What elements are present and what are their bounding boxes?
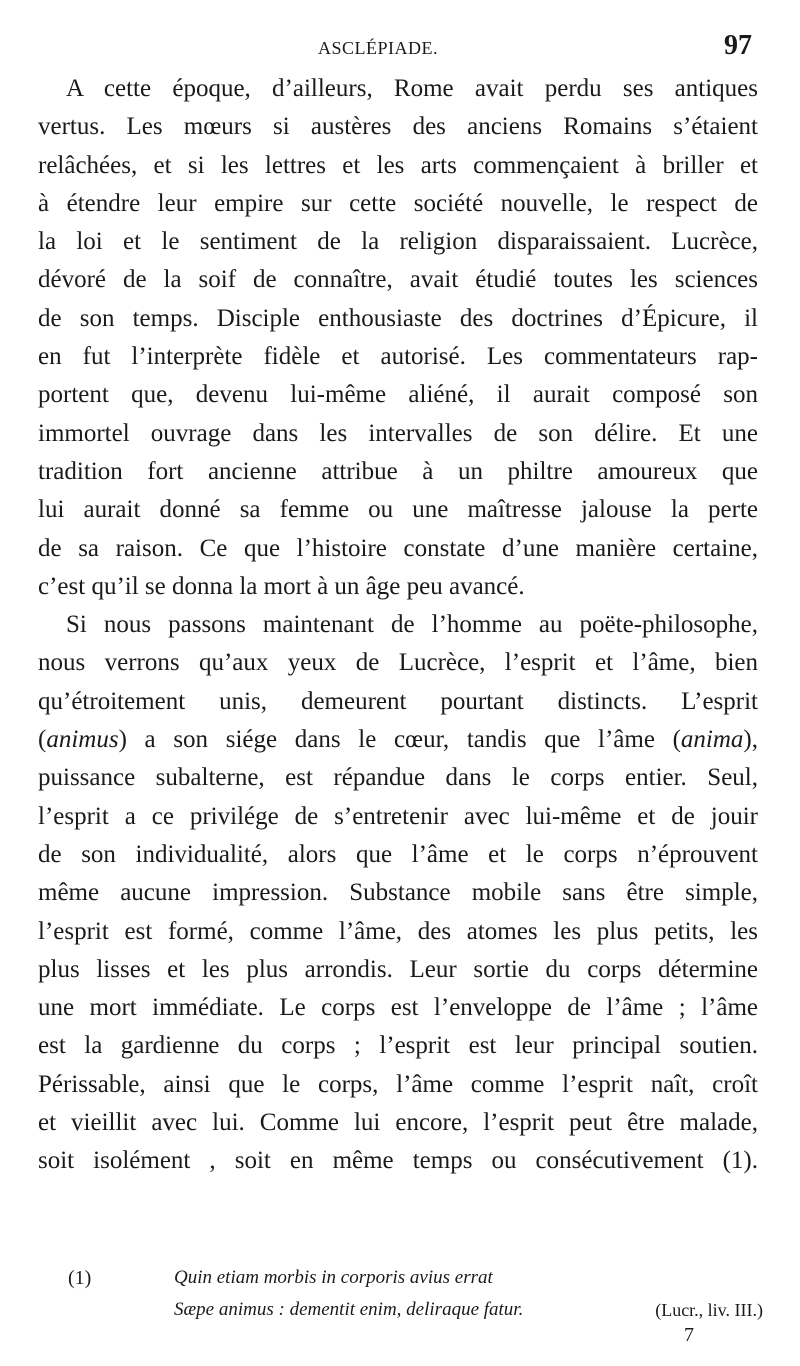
- footnote: [38, 1262, 763, 1326]
- text-line: relâchées, et si les lettres et les arts commençaient à briller et: [38, 151, 758, 179]
- footnote-citation: (Lucr., liv. III.): [655, 1300, 763, 1320]
- text-line: l’esprit a ce privilége de s’entretenir avec lui-même et de jouir: [38, 802, 758, 830]
- text-line: tradition fort ancienne attribue à un philtre amoureux que: [38, 457, 758, 485]
- footnote-marker: (1): [68, 1267, 92, 1289]
- text-line: la loi et le sentiment de la religion disparaissaient. Lucrèce,: [38, 228, 758, 256]
- text-line: qu’étroitement unis, demeurent pourtant distincts. L’esprit: [38, 687, 758, 715]
- text-line: lui aurait donné sa femme ou une maîtresse jalouse la perte: [38, 496, 758, 524]
- text-line: immortel ouvrage dans les intervalles de son délire. Et une: [38, 419, 758, 447]
- text-line: plus lisses et les plus arrondis. Leur sortie du corps détermine: [38, 955, 758, 983]
- footnote-line: [38, 1294, 763, 1326]
- text-line: de son temps. Disciple enthousiaste des doctrines d’Épicure, il: [38, 304, 758, 332]
- text-line: une mort immédiate. Le corps est l’enveloppe de l’âme ; l’âme: [38, 994, 758, 1022]
- text-line: à étendre leur empire sur cette société nouvelle, le respect de: [38, 189, 758, 217]
- text-line: c’est qu’il se donna la mort à un âge peu avancé.: [38, 572, 525, 600]
- footnote-line: [38, 1262, 763, 1294]
- text-line-with-italics: (animus) a son siége dans le cœur, tandis que l’âme (anima),: [38, 726, 758, 754]
- text-line: portent que, devenu lui-même aliéné, il aurait composé son: [38, 381, 758, 409]
- latin-term-anima: anima: [680, 726, 744, 754]
- latin-term-animus: animus: [46, 726, 119, 754]
- text-line: est la gardienne du corps ; l’esprit est leur principal soutien.: [38, 1032, 758, 1060]
- text-line: nous verrons qu’aux yeux de Lucrèce, l’esprit et l’âme, bien: [38, 649, 758, 677]
- body-text: [38, 70, 758, 1181]
- text-line: de son individualité, alors que l’âme et le corps n’éprouvent: [38, 840, 758, 868]
- text-line: Périssable, ainsi que le corps, l’âme comme l’esprit naît, croît: [38, 1070, 758, 1098]
- text-line: A cette époque, d’ailleurs, Rome avait perdu ses antiques: [66, 75, 758, 102]
- page-header: [0, 30, 800, 64]
- text-line: puissance subalterne, est répandue dans le corps entier. Seul,: [38, 764, 758, 792]
- signature-mark: 7: [684, 1324, 694, 1346]
- text-line: Si nous passons maintenant de l’homme au poëte-philosophe,: [66, 611, 758, 639]
- footnote-quote-line: Quin etiam morbis in corporis avius errat: [174, 1267, 493, 1288]
- text-line: dévoré de la soif de connaître, avait étudié toutes les sciences: [38, 266, 758, 294]
- text-line: l’esprit est formé, comme l’âme, des atomes les plus petits, les: [38, 917, 758, 945]
- text-line: de sa raison. Ce que l’histoire constate d’une manière certaine,: [38, 534, 758, 562]
- page-number: 97: [724, 30, 752, 61]
- text-fragment: ) a son siége dans le cœur, tandis que l’âme (: [118, 726, 681, 754]
- text-line: soit isolément , soit en même temps ou consécutivement (1).: [38, 1147, 758, 1175]
- text-fragment: ),: [743, 726, 758, 754]
- text-line: même aucune impression. Substance mobile sans être simple,: [38, 879, 758, 907]
- running-title: ASCLÉPIADE.: [318, 38, 439, 58]
- footnote-quote-line: Sæpe animus : dementit enim, deliraque fatur.: [174, 1299, 524, 1320]
- text-line: en fut l’interprète fidèle et autorisé. Les commentateurs rap-: [38, 343, 758, 371]
- text-line: et vieillit avec lui. Comme lui encore, l’esprit peut être malade,: [38, 1109, 758, 1137]
- text-line: vertus. Les mœurs si austères des anciens Romains s’étaient: [38, 113, 758, 141]
